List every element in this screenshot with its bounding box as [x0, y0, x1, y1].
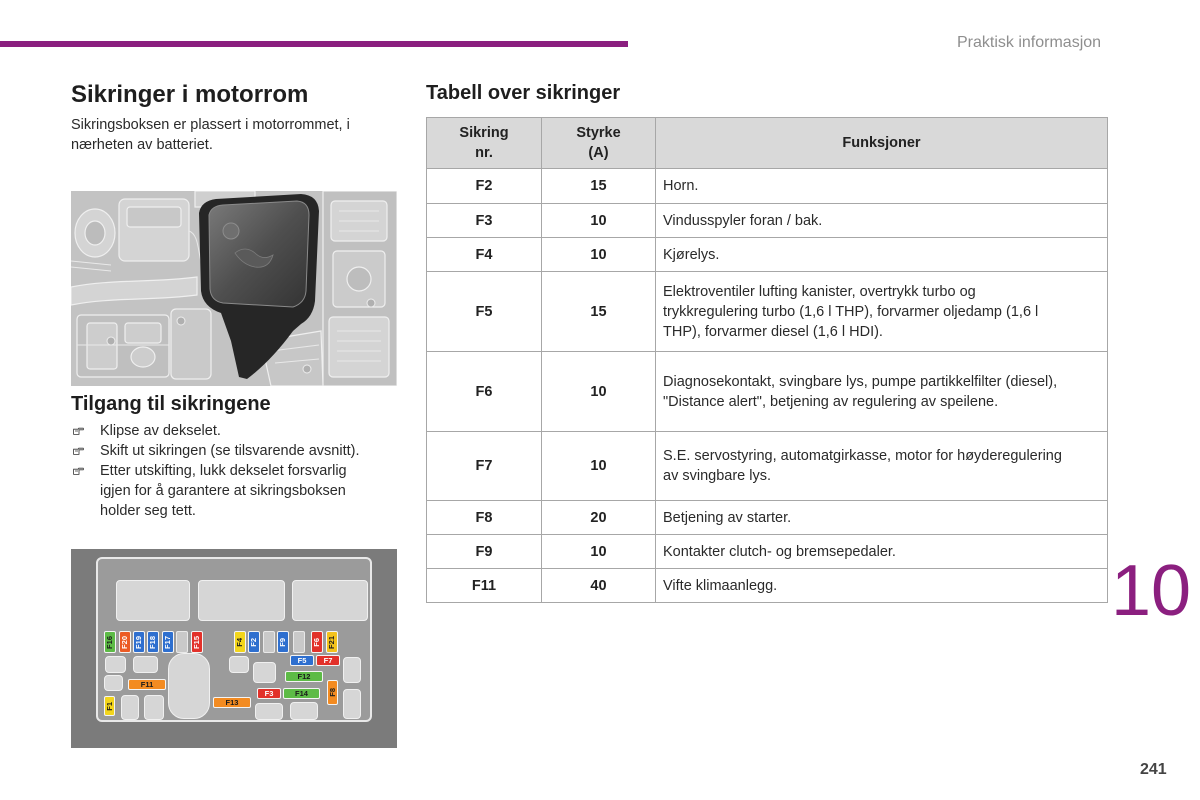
intro-line: nærheten av batteriet. [71, 137, 213, 153]
access-steps-list [71, 421, 397, 521]
table-row [427, 204, 1108, 238]
function-line: Kjørelys. [663, 246, 720, 263]
fuse-label: F20 [120, 635, 129, 649]
connector-block [105, 656, 126, 673]
table-row [427, 569, 1108, 603]
fuse-F4 [234, 631, 246, 653]
column-header-functions: Funksjoner [656, 118, 1108, 169]
fuse-function-cell [656, 272, 1108, 352]
function-line: Horn. [663, 178, 699, 194]
function-line: Betjening av starter. [663, 509, 792, 526]
connector-block [133, 656, 158, 673]
fuse-number-cell: F2 [427, 169, 542, 204]
fuse-label: F6 [312, 637, 321, 647]
fuse-F20 [119, 631, 131, 653]
step-line: Etter utskifting, lukk dekselet forsvarlig [100, 463, 347, 479]
function-line: "Distance alert", betjening av regulering av speilene. [663, 393, 999, 410]
fuse-number-cell: F11 [427, 569, 542, 603]
empty-fuse-slot [263, 631, 275, 653]
connector-block [144, 695, 164, 720]
fuse-label: F1 [104, 701, 114, 711]
fuse-F16 [104, 631, 116, 653]
function-line: THP), forvarmer diesel (1,6 l HDI). [663, 323, 883, 340]
table-row [427, 238, 1108, 272]
fuse-number-cell: F6 [427, 352, 542, 432]
fuse-label: F19 [134, 635, 143, 649]
maxi-fuse-housing [168, 653, 210, 719]
function-line: trykkregulering turbo (1,6 l THP), forvarmer oljedamp (1,6 l [663, 303, 1039, 320]
fuse-F5 [290, 655, 314, 666]
fuse-F18 [147, 631, 159, 653]
step-line: Klipse av dekselet. [100, 423, 221, 439]
relay-block [292, 580, 368, 621]
function-line: Elektroventiler lufting kanister, overtrykk turbo og [663, 283, 976, 300]
fuse-rating-cell: 15 [542, 169, 656, 204]
fuse-F8 [327, 680, 338, 705]
fuse-F13 [213, 697, 251, 708]
fuse-number-cell: F5 [427, 272, 542, 352]
fuse-label: F8 [327, 688, 337, 697]
page-title: Sikringer i motorrom [71, 81, 309, 108]
fuse-label: F2 [249, 637, 258, 647]
fuse-F7 [316, 655, 340, 666]
fuse-label: F4 [235, 637, 244, 647]
fuse-rating-cell: 10 [542, 238, 656, 272]
table-row [427, 169, 1108, 204]
function-line: av svingbare lys. [663, 468, 771, 484]
pointing-hand-icon [73, 467, 84, 475]
list-item [71, 421, 397, 441]
fuse-rating-cell: 10 [542, 535, 656, 569]
fuse-number-cell: F3 [427, 204, 542, 238]
fuse-label: F14 [295, 689, 308, 698]
list-item [71, 441, 397, 461]
fuse-number-cell: F8 [427, 501, 542, 535]
empty-fuse-slot [176, 631, 188, 653]
table-row [427, 501, 1108, 535]
fuse-function-cell [656, 169, 1108, 204]
fuse-number-cell: F4 [427, 238, 542, 272]
relay-block [116, 580, 190, 621]
table-row [427, 535, 1108, 569]
list-item [71, 461, 397, 521]
fuse-label: F13 [225, 698, 239, 707]
fuse-label: F9 [278, 637, 287, 647]
fuse-label: F5 [297, 656, 307, 665]
fuse-label: F12 [297, 672, 311, 681]
table-row [427, 432, 1108, 501]
fuse-box-diagram [71, 549, 397, 748]
fuse-number-cell: F9 [427, 535, 542, 569]
fuse-label: F16 [105, 635, 114, 649]
connector-block [121, 695, 139, 720]
step-line: igjen for å garantere at sikringsboksen [100, 483, 346, 499]
table-row [427, 272, 1108, 352]
function-line: Vifte klimaanlegg. [663, 577, 778, 594]
fuse-number-cell: F7 [427, 432, 542, 501]
fuse-rating-cell: 10 [542, 204, 656, 238]
column-header-fuse-number [427, 118, 542, 169]
running-header: Praktisk informasjon [957, 34, 1102, 51]
chapter-number: 10 [1111, 551, 1192, 631]
step-line: holder seg tett. [100, 503, 196, 519]
fuse-function-cell [656, 569, 1108, 603]
function-line: S.E. servostyring, automatgirkasse, motor for høyderegulering [663, 448, 1062, 464]
step-line: Skift ut sikringen (se tilsvarende avsnitt). [100, 443, 360, 459]
function-line: Kontakter clutch- og bremsepedaler. [663, 543, 896, 560]
fuse-label: F15 [192, 635, 201, 649]
header-line: nr. [475, 145, 493, 161]
header-line: (A) [588, 145, 609, 161]
function-line: Vindusspyler foran / bak. [663, 212, 823, 229]
table-header-row [427, 118, 1108, 169]
connector-block [343, 689, 361, 719]
pointing-hand-icon [73, 447, 84, 455]
connector-block [343, 657, 361, 683]
connector-block [253, 662, 276, 683]
fuse-rating-cell: 40 [542, 569, 656, 603]
fuse-rating-cell: 20 [542, 501, 656, 535]
intro-paragraph [71, 115, 350, 155]
connector-block [229, 656, 249, 673]
table-title: Tabell over sikringer [426, 82, 621, 104]
fuse-label: F18 [148, 635, 157, 649]
fuse-label: F11 [140, 680, 154, 689]
fuse-F11 [128, 679, 166, 690]
fuse-F14 [283, 688, 320, 699]
relay-block [198, 580, 285, 621]
fuse-function-cell [656, 204, 1108, 238]
fuse-function-cell [656, 432, 1108, 501]
fuse-table [426, 117, 1108, 603]
table-row [427, 352, 1108, 432]
fuse-rating-cell: 15 [542, 272, 656, 352]
fuse-F3 [257, 688, 281, 699]
connector-block [255, 703, 283, 720]
connector-block [104, 675, 123, 691]
fuse-rating-cell: 10 [542, 352, 656, 432]
fuse-F15 [191, 631, 203, 653]
engine-bay-illustration [71, 191, 397, 386]
fuse-F9 [277, 631, 289, 653]
fuse-F12 [285, 671, 323, 682]
accent-bar [0, 41, 628, 47]
intro-line: Sikringsboksen er plassert i motorrommet, i [71, 117, 350, 133]
fuse-function-cell [656, 535, 1108, 569]
empty-fuse-slot [293, 631, 305, 653]
fuse-F1 [104, 696, 115, 716]
header-line: Sikring [459, 125, 509, 141]
column-header-rating [542, 118, 656, 169]
header-line: Styrke [576, 125, 621, 141]
access-heading: Tilgang til sikringene [71, 393, 271, 415]
pointing-hand-icon [73, 427, 84, 435]
fuse-F19 [133, 631, 145, 653]
fuse-rating-cell: 10 [542, 432, 656, 501]
fuse-function-cell [656, 238, 1108, 272]
fuse-F2 [248, 631, 260, 653]
fuse-F6 [311, 631, 323, 653]
fuse-function-cell [656, 352, 1108, 432]
page-number: 241 [1140, 761, 1167, 778]
fuse-label: F21 [327, 635, 336, 649]
fuse-F17 [162, 631, 174, 653]
fuse-function-cell [656, 501, 1108, 535]
connector-block [290, 702, 318, 720]
fuse-F21 [326, 631, 338, 653]
fuse-label: F7 [323, 656, 333, 665]
fuse-label: F17 [163, 635, 172, 649]
function-line: Diagnosekontakt, svingbare lys, pumpe partikkelfilter (diesel), [663, 373, 1058, 390]
fuse-label: F3 [264, 689, 274, 698]
